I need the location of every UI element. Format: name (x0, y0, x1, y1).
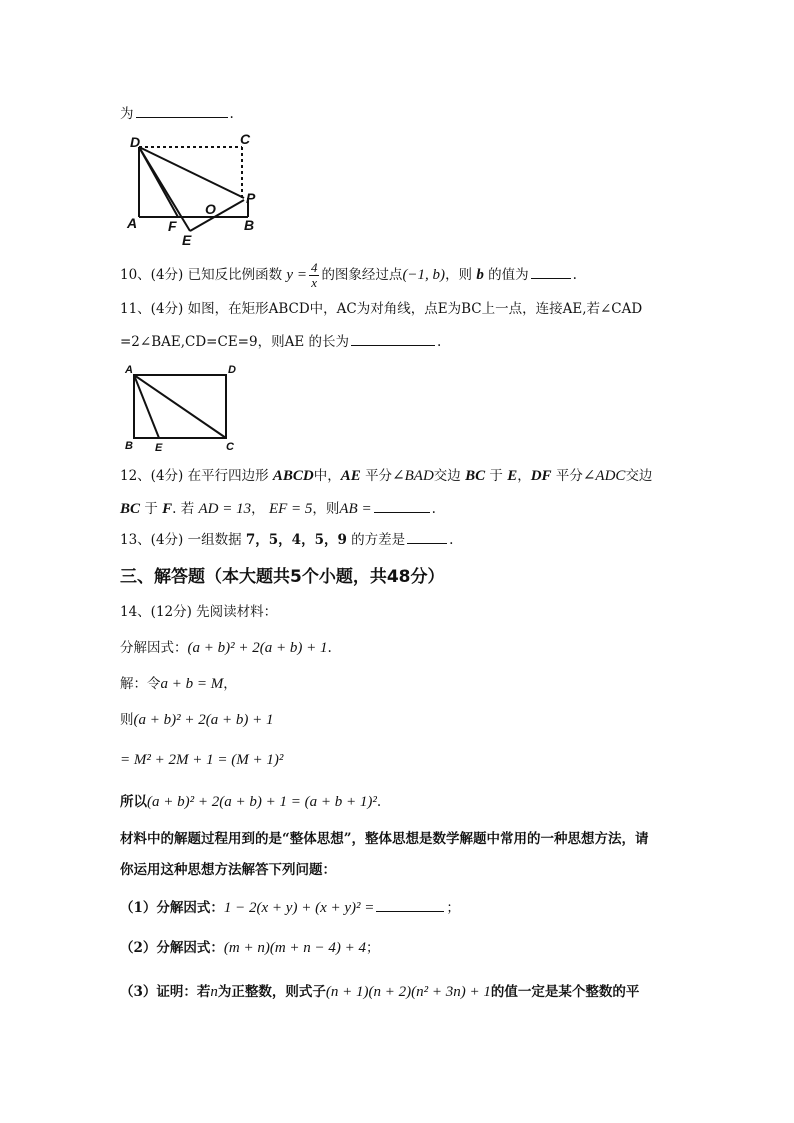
q14-sol-label: 解：令 (120, 676, 161, 692)
q10-frac-den: x (311, 275, 318, 290)
q12-text-k: ，则 (312, 501, 340, 517)
q10-frac-num: 4 (310, 260, 318, 275)
q11-answer-blank[interactable] (351, 331, 435, 346)
q11-line1: 11、(4分) 如图，在矩形ABCD中，AC为对角线，点E为BC上一点，连接AE,若∠CAD (120, 301, 643, 317)
q13 (120, 529, 453, 550)
q12-text-f: ， (517, 468, 531, 484)
q14-part1 (120, 897, 460, 918)
q12-text-c: 平分 (365, 468, 393, 484)
q10-b: b (476, 267, 484, 283)
q14-factor-label: 分解因式： (120, 640, 188, 656)
q14-part2 (120, 938, 380, 958)
label-c: C (240, 131, 251, 147)
q12-ef-eq: EF = 5 (268, 501, 313, 517)
q14-sol-end: ， (223, 676, 237, 692)
q12-f: F (162, 501, 173, 517)
q14-eq-expr: = M² + 2M + 1 = (M + 1)² (120, 752, 284, 768)
q12-sep: ， (251, 501, 265, 517)
q10-text4: 的值为 (488, 267, 529, 283)
q10-text1: 已知反比例函数 (187, 267, 283, 283)
q14-p1-answer-blank[interactable] (376, 897, 444, 912)
q13-answer-blank[interactable] (407, 529, 447, 544)
label-e: E (155, 442, 163, 454)
q12-angle-bad: ∠BAD (392, 468, 434, 484)
q14-part3 (120, 982, 639, 1002)
q14-factor-expr: (a + b)² + 2(a + b) + 1 (187, 640, 328, 656)
q14-p1-label: （1）分解因式： (120, 900, 224, 916)
q14-p3-label: （3）证明：若 (120, 984, 211, 1000)
q12-text-a: 12、(4分) 在平行四边形 (120, 468, 269, 484)
label-b: B (244, 217, 255, 233)
label-a: A (125, 364, 133, 376)
q14-then-label: 则 (120, 712, 134, 728)
q10 (120, 260, 577, 290)
q14-so-expr: (a + b)² + 2(a + b) + 1 = (a + b + 1)² (147, 794, 377, 810)
q12-df: DF (530, 468, 552, 484)
q9-prefix: 为 (120, 106, 134, 122)
segment-ep (190, 200, 244, 231)
q10-text2: 的图象经过点 (321, 267, 403, 283)
q12-text-h: 交边 (625, 468, 653, 484)
q14-p3-n: n (210, 984, 218, 1000)
q14-intro: 14、(12分) 先阅读材料： (120, 604, 278, 620)
label-c: C (226, 441, 234, 453)
q14-p3-tail: 的值一定是某个整数的平 (490, 984, 640, 1000)
q12-ab-eq: AB = (339, 501, 372, 517)
q13-data: 7，5，4，5，9 (245, 532, 347, 548)
q12-ae: AE (340, 468, 361, 484)
q9-suffix: . (229, 106, 234, 122)
q14-p1-expr: 1 − 2(x + y) + (x + y)² = (223, 900, 375, 916)
q13-text-b: 的方差是 (351, 532, 406, 548)
label-e: E (182, 232, 192, 248)
q9-figure (122, 130, 272, 248)
q12-bc: BC (465, 468, 486, 484)
q11-end: . (436, 334, 442, 350)
q12-abcd: ABCD (272, 468, 314, 484)
q9-answer-blank[interactable] (136, 103, 228, 118)
q14-p2-label: （2）分解因式： (120, 940, 224, 956)
q12-end: . (431, 501, 436, 517)
label-a: A (127, 215, 138, 231)
q14-p3-text: 为正整数，则式子 (217, 984, 326, 1000)
q10-answer-blank[interactable] (531, 264, 571, 279)
q14-then-expr: (a + b)² + 2(a + b) + 1 (133, 712, 274, 728)
q12-text-g: 平分 (555, 468, 583, 484)
q10-end: . (572, 267, 577, 283)
q14-p1-end: ； (446, 900, 460, 916)
q12-text-j: . 若 (172, 501, 195, 517)
q12-text-i: 于 (144, 501, 158, 517)
q14-solution-line (120, 674, 237, 694)
q14-eq-line (120, 750, 283, 770)
q14-so-label: 所以 (120, 794, 147, 810)
q10-number: 10、(4分) (120, 267, 184, 283)
q10-text3: ，则 (445, 267, 473, 283)
segment-ac (134, 375, 226, 438)
section-3-heading: 三、解答题（本大题共5个小题，共48分） (120, 567, 445, 587)
q11-figure (122, 362, 244, 456)
q9-tail (120, 103, 234, 124)
q12-ad-eq: AD = 13 (198, 501, 252, 517)
q10-point: (−1, b) (402, 267, 446, 283)
q13-end: . (449, 532, 454, 548)
label-o: O (205, 201, 216, 217)
q14-then-line (120, 710, 273, 730)
q12-text-e: 于 (489, 468, 503, 484)
q14-so-line (120, 792, 381, 812)
q12-line1 (120, 466, 652, 486)
label-p: P (246, 190, 256, 206)
q14-p2-end: ； (366, 940, 380, 956)
q14-so-end: . (376, 794, 382, 810)
q12-angle-adc: ∠ADC (582, 468, 626, 484)
label-d: D (130, 134, 141, 150)
label-d: D (228, 364, 236, 376)
q13-text-a: 13、(4分) 一组数据 (120, 532, 242, 548)
q14-material-1: 材料中的解题过程用到的是“整体思想”，整体思想是数学解题中常用的一种思想方法，请 (120, 831, 649, 847)
q10-fraction (309, 261, 320, 290)
q14-material-2: 你运用这种思想方法解答下列问题： (120, 862, 336, 878)
label-f: F (168, 218, 177, 234)
q12-answer-blank[interactable] (374, 498, 430, 513)
q11-line2 (120, 331, 441, 352)
q12-e: E (507, 468, 518, 484)
q14-p3-expr: (n + 1)(n + 2)(n² + 3n) + 1 (325, 984, 491, 1000)
q14-factor-end: . (327, 640, 332, 656)
label-b: B (125, 440, 133, 452)
q12-bc-2: BC (120, 501, 141, 517)
q14-p2-expr: (m + n)(m + n − 4) + 4 (223, 940, 367, 956)
q14-sol-expr: a + b = M (160, 676, 224, 692)
q10-func-y: y = (286, 267, 307, 283)
q12-line2 (120, 498, 436, 519)
q12-text-d: 交边 (433, 468, 461, 484)
q12-text-b: 中， (313, 468, 341, 484)
q14-factor-line (120, 638, 332, 658)
q11-line2-text: =2∠BAE,CD=CE=9，则AE 的长为 (120, 334, 349, 350)
